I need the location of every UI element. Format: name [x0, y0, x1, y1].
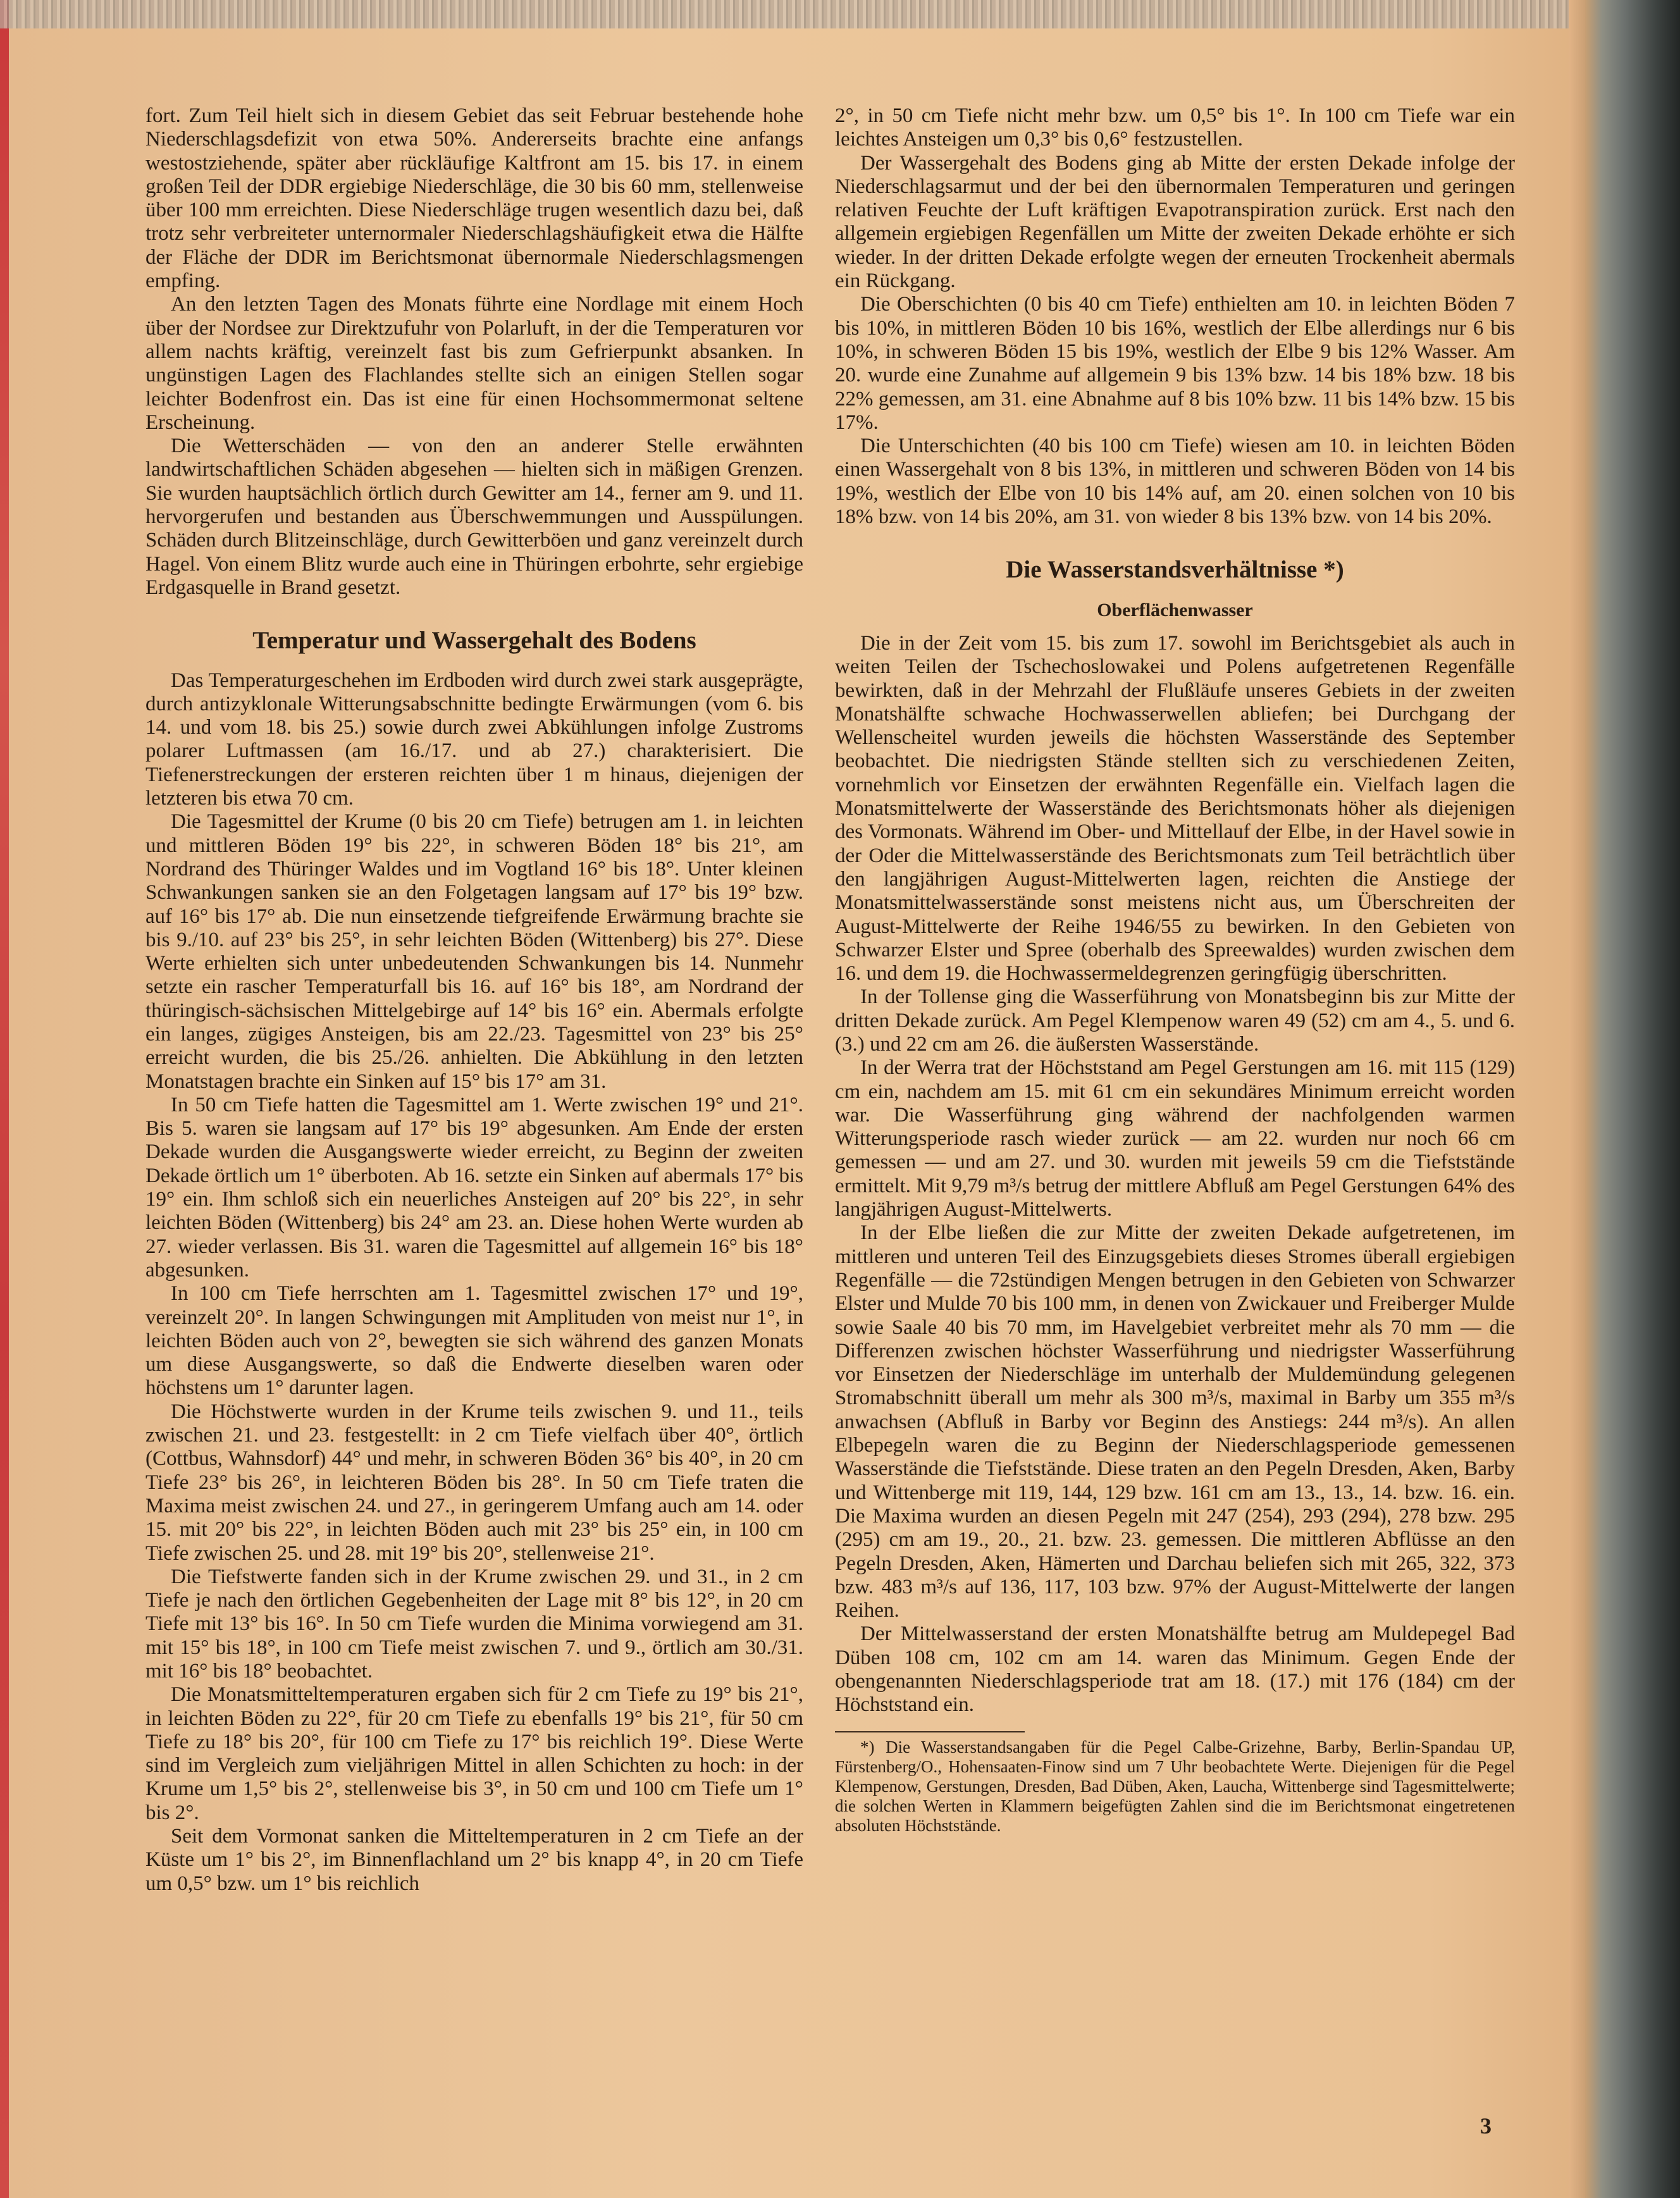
paragraph: Die Wetterschäden — von den an anderer Stelle erwähnten landwirtschaftlichen Schäden abgesehen — hielten sich in mäßigen Grenzen. Sie wurden hauptsächlich örtlich durch Gewitter am 14., ferner am 9. und 11. hervorgerufen und bestanden aus Überschwemmungen und Ausspülungen. Schäden durch Blitzeinschläge, durch Gewitterböen und ganz vereinzelt durch Hagel. Von einem Blitz wurde auch eine in Thüringen erbohrte, sehr ergiebige Erdgasquelle in Brand gesetzt. — [145, 435, 803, 599]
paragraph: Die Unterschichten (40 bis 100 cm Tiefe) wiesen am 10. in leichten Böden einen Wassergehalt von 8 bis 13%, in mittleren und schweren Böden von 14 bis 19%, westlich der Elbe von 10 bis 14% auf, am 20. einen solchen von 10 bis 18% bzw. von 14 bis 20%, am 31. von wieder 8 bis 13% bzw. von 14 bis 20%. — [835, 435, 1515, 529]
paragraph: Seit dem Vormonat sanken die Mitteltemperaturen in 2 cm Tiefe an der Küste um 1° bis 2°, im Binnenflachland um 2° bis knapp 4°, in 20 cm Tiefe um 0,5° bzw. um 1° bis reichlich — [145, 1825, 803, 1895]
section-heading: Die Wasserstandsverhältnisse *) — [1006, 556, 1344, 584]
paragraph: Die Tiefstwerte fanden sich in der Krume zwischen 29. und 31., in 2 cm Tiefe je nach den örtlichen Gegebenheiten der Lage mit 8° bis 12°, in 20 cm Tiefe mit 13° bis 16°. In 50 cm Tiefe wurden die Minima vorwiegend am 31. mit 15° bis 18°, in 100 cm Tiefe meist zwischen 7. und 9., örtlich am 30./31. mit 16° bis 18° beobachtet. — [145, 1565, 803, 1682]
paragraph: Die Oberschichten (0 bis 40 cm Tiefe) enthielten am 10. in leichten Böden 7 bis 10%, in mittleren Böden 10 bis 16%, westlich der Elbe allerdings nur 6 bis 10%, in schweren Böden 15 bis 19%, westlich der Elbe 9 bis 12% Wasser. Am 20. wurde eine Zunahme auf allgemein 9 bis 13% bzw. 14 bis 18% bzw. 18 bis 22% gemessen, am 31. eine Abnahme auf 8 bis 10% bzw. 11 bis 14% bzw. 15 bis 17%. — [835, 293, 1515, 434]
paragraph: In der Werra trat der Höchststand am Pegel Gerstungen am 16. mit 115 (129) cm ein, nachdem am 15. mit 61 cm ein sekundäres Minimum erreicht worden war. Die Wasserführung ging während der nachfolgenden warmen Witterungsperiode rasch wieder zurück — am 22. wurden nur noch 66 cm gemessen — und am 27. und 30. wurden mit jeweils 59 cm die Tiefststände ermittelt. Mit 9,79 m³/s betrug der mittlere Abfluß am Pegel Gerstungen 64% des langjährigen August-Mittelwerts. — [835, 1056, 1515, 1221]
footnote-divider — [835, 1731, 1025, 1732]
paragraph: Das Temperaturgeschehen im Erdboden wird durch zwei stark ausgeprägte, durch antizyklonale Witterungsabschnitte bedingte Erwärmungen (vom 6. bis 14. und vom 18. bis 25.) sowie durch zwei Abkühlungen infolge Zustroms polarer Luftmassen (am 16./17. und ab 27.) charakterisiert. Die Tiefenerstreckungen der ersteren reichten über 1 m hinaus, diejenigen der letzteren bis etwa 70 cm. — [145, 669, 803, 810]
paragraph: In 100 cm Tiefe herrschten am 1. Tagesmittel zwischen 17° und 19°, vereinzelt 20°. In langen Schwingungen mit Amplituden von meist nur 1°, in leichten Böden auch von 2°, bewegten sie sich während des ganzen Monats um diese Ausgangswerte, so daß die Endwerte dieselben waren oder höchstens um 1° darunter lagen. — [145, 1282, 803, 1400]
paragraph: In der Tollense ging die Wasserführung von Monatsbeginn bis zur Mitte der dritten Dekade zurück. Am Pegel Klempenow waren 49 (52) cm am 4., 5. und 6. (3.) und 22 cm am 26. die äußersten Wasserstände. — [835, 985, 1515, 1056]
page-left-edge — [0, 0, 9, 2198]
paragraph: In 50 cm Tiefe hatten die Tagesmittel am 1. Werte zwischen 19° und 21°. Bis 5. waren sie langsam auf 17° bis 19° abgesunken. Am Ende der ersten Dekade wurden die Ausgangswerte wieder erreicht, zu Beginn der zweiten Dekade örtlich um 1° überboten. Ab 16. setzte ein Sinken auf abermals 17° bis 19° ein. Ihm schloß sich ein neuerliches Ansteigen auf 20° bis 22°, in sehr leichten Böden (Wittenberg) bis 24° am 23. an. Diese hohen Werte wurden ab 27. wieder verlassen. Bis 31. waren die Tagesmittel auf allgemein 16° bis 18° abgesunken. — [145, 1093, 803, 1281]
paragraph: Die Tagesmittel der Krume (0 bis 20 cm Tiefe) betrugen am 1. in leichten und mittleren Böden 19° bis 22°, in schweren Böden 18° bis 21°, am Nordrand des Thüringer Waldes und im Vogtland 16° bis 18°. Unter kleinen Schwankungen sanken sie an den Folgetagen langsam auf 17° bis 19° bzw. auf 16° bis 17° ab. Die nun einsetzende tiefgreifende Erwärmung brachte sie bis 9./10. auf 23° bis 25°, in sehr leichten Böden (Wittenberg) bis 27°. Diese Werte erhielten sich unter unbedeutenden Schwankungen bis 14. Nunmehr setzte ein rascher Temperaturfall bis 16. auf 16° bis 18°, am Nordrand der thüringisch-sächsischen Mittelgebirge auf 14° bis 16° ein. Abermals erfolgte ein langes, zügiges Ansteigen, bis am 22./23. Tagesmittel von 23° bis 25° erreicht wurden, die bis 25./26. anhielten. Die Abkühlung in den letzten Monatstagen brachte ein Sinken auf 15° bis 17° am 31. — [145, 810, 803, 1093]
paragraph: Der Wassergehalt des Bodens ging ab Mitte der ersten Dekade infolge der Niederschlagsarmut und der bei den übernormalen Temperaturen und geringen relativen Feuchte der Luft kräftigen Evapotranspiration zurück. Erst nach den allgemein ergiebigen Regenfällen um Mitte der zweiten Dekade erhöhte er sich wieder. In der dritten Dekade erfolgte wegen der erneuten Trockenheit abermals ein Rückgang. — [835, 151, 1515, 293]
paragraph: Die Monatsmitteltemperaturen ergaben sich für 2 cm Tiefe zu 19° bis 21°, in leichten Böden zu 22°, für 20 cm Tiefe zu ebenfalls 19° bis 21°, für 50 cm Tiefe zu 18° bis 20°, für 100 cm Tiefe zu 17° bis reichlich 19°. Diese Werte sind im Vergleich zum vieljährigen Mittel in allen Schichten zu hoch: in der Krume um 1,5° bis 2°, stellenweise bis 3°, in 50 cm und 100 cm Tiefe um 1° bis 2°. — [145, 1683, 803, 1824]
right-column — [835, 104, 1515, 1836]
paragraph: Die in der Zeit vom 15. bis zum 17. sowohl im Berichtsgebiet als auch in weiten Teilen der Tschechoslowakei und Polens aufgetretenen Regenfälle bewirkten, daß in der Mehrzahl der Flußläufe unseres Gebiets in der zweiten Monatshälfte schwache Hochwasserwellen abliefen; bei Durchgang der Wellenscheitel wurden jeweils die höchsten Wasserstände des September beobachtet. Die niedrigsten Stände stellten sich zu verschiedenen Zeiten, vornehmlich vor Einsetzen der erwähnten Regenfälle ein. Vielfach lagen die Monatsmittelwerte der Wasserstände des Berichtsmonats höher als diejenigen des Vormonats. Während im Ober- und Mittellauf der Elbe, in der Havel sowie in der Oder die Mittelwasserstände des Berichtsmonats zum Teil beträchtlich über den langjährigen August-Mittelwerten lagen, reichten die Anstiege der Monatsmittelwasserstände sonst meistens nicht aus, um Überschreiten der August-Mittelwerte der Reihe 1946/55 zu bewirken. In den Gebieten von Schwarzer Elster und Spree (oberhalb des Spreewaldes) wurden zwischen dem 16. und dem 19. die Hochwassermeldegrenzen geringfügig überschritten. — [835, 631, 1515, 985]
section-subheading: Oberflächenwasser — [1097, 599, 1253, 621]
paragraph: Der Mittelwasserstand der ersten Monatshälfte betrug am Muldepegel Bad Düben 108 cm, 102 cm am 14. waren das Minimum. Gegen Ende der obengenannten Niederschlagsperiode trat am 18. (17.) mit 176 (184) cm der Höchststand ein. — [835, 1622, 1515, 1717]
page-number: 3 — [1480, 2113, 1492, 2139]
paragraph: In der Elbe ließen die zur Mitte der zweiten Dekade aufgetretenen, im mittleren und unteren Teil des Einzugsgebiets dieses Stromes überall ergiebigen Regenfälle — die 72stündigen Mengen betrugen in den Gebieten von Schwarzer Elster und Mulde 70 bis 100 mm, in denen von Zwickauer und Freiberger Mulde sowie Saale 40 bis 70 mm, im Havelgebiet verbreitet mehr als 70 mm — die Differenzen zwischen höchster Wasserführung und niedrigster Wasserführung vor Einsetzen der Niederschläge im unterhalb der Muldemündung gelegenen Stromabschnitt überall um mehr als 300 m³/s, maximal in Barby um 355 m³/s anwachsen (Abfluß in Barby vor Beginn des Anstiegs: 244 m³/s). An allen Elbepegeln waren die zu Beginn der Niederschlagsperiode gemessenen Wasserstände die Tiefststände. Diese traten an den Pegeln Dresden, Aken, Barby und Wittenberge mit 119, 144, 129 bzw. 161 cm am 13., 13., 14. bzw. 16. ein. Die Maxima wurden an diesen Pegeln mit 247 (254), 293 (294), 278 bzw. 295 (295) cm am 19., 20., 21. bzw. 23. gemessen. Die mittleren Abflüsse an den Pegeln Dresden, Aken, Hämerten und Darchau beliefen sich mit 265, 322, 373 bzw. 483 m³/s auf 136, 117, 103 bzw. 97% der August-Mittelwerte der langen Reihen. — [835, 1221, 1515, 1622]
section-heading: Temperatur und Wassergehalt des Bodens — [252, 627, 696, 655]
paragraph: fort. Zum Teil hielt sich in diesem Gebiet das seit Februar bestehende hohe Niederschlagsdefizit von etwa 50%. Andererseits brachte eine anfangs westostziehende, später aber rückläufige Kaltfront am 15. bis 17. in einem großen Teil der DDR ergiebige Niederschläge, die 30 bis 60 mm, stellenweise über 100 mm erreichten. Diese Niederschläge trugen wesentlich dazu bei, daß trotz sehr verbreiteter unternormaler Niederschlagshäufigkeit etwa die Hälfte der Fläche der DDR im Berichtsmonat übernormale Niederschlagsmengen empfing. — [145, 104, 803, 293]
footnote: *) Die Wasserstandsangaben für die Pegel Calbe-Grizehne, Barby, Berlin-Spandau UP, Fürstenberg/O., Hohensaaten-Finow sind um 7 Uhr beobachtete Werte. Diejenigen für die Pegel Klempenow, Gerstungen, Dresden, Bad Düben, Aken, Laucha, Wittenberge sind Tagesmittelwerte; die solchen Werten in Klammern beigefügten Zahlen sind die im Berichtsmonat eingetretenen absoluten Höchststände. — [835, 1737, 1515, 1835]
left-column — [145, 104, 803, 1896]
paragraph: An den letzten Tagen des Monats führte eine Nordlage mit einem Hoch über der Nordsee zur Direktzufuhr von Polarluft, in der die Temperaturen vor allem nachts kräftig, vereinzelt fast bis zum Gefrierpunkt absanken. In ungünstigen Lagen des Flachlandes stellte sich an einigen Stellen sogar leichter Bodenfrost ein. Das ist eine für einen Hochsommermonat seltene Erscheinung. — [145, 293, 803, 434]
book-binding — [1585, 0, 1680, 2198]
paragraph: Die Höchstwerte wurden in der Krume teils zwischen 9. und 11., teils zwischen 21. und 23. festgestellt: in 2 cm Tiefe vielfach über 40°, örtlich (Cottbus, Wahnsdorf) 44° und mehr, in schweren Böden 36° bis 40°, in 20 cm Tiefe 23° bis 26°, in leichteren Böden bis 28°. In 50 cm Tiefe traten die Maxima meist zwischen 24. und 27., in geringerem Umfang auch am 14. oder 15. mit 20° bis 22°, in leichten Böden auch mit 23° bis 25° ein, in 100 cm Tiefe zwischen 25. und 28. mit 19° bis 20°, stellenweise 21°. — [145, 1400, 803, 1565]
paragraph: 2°, in 50 cm Tiefe nicht mehr bzw. um 0,5° bis 1°. In 100 cm Tiefe war ein leichtes Ansteigen um 0,3° bis 0,6° festzustellen. — [835, 104, 1515, 151]
page-top-band — [0, 0, 1581, 28]
binding-edge — [1569, 0, 1585, 2198]
